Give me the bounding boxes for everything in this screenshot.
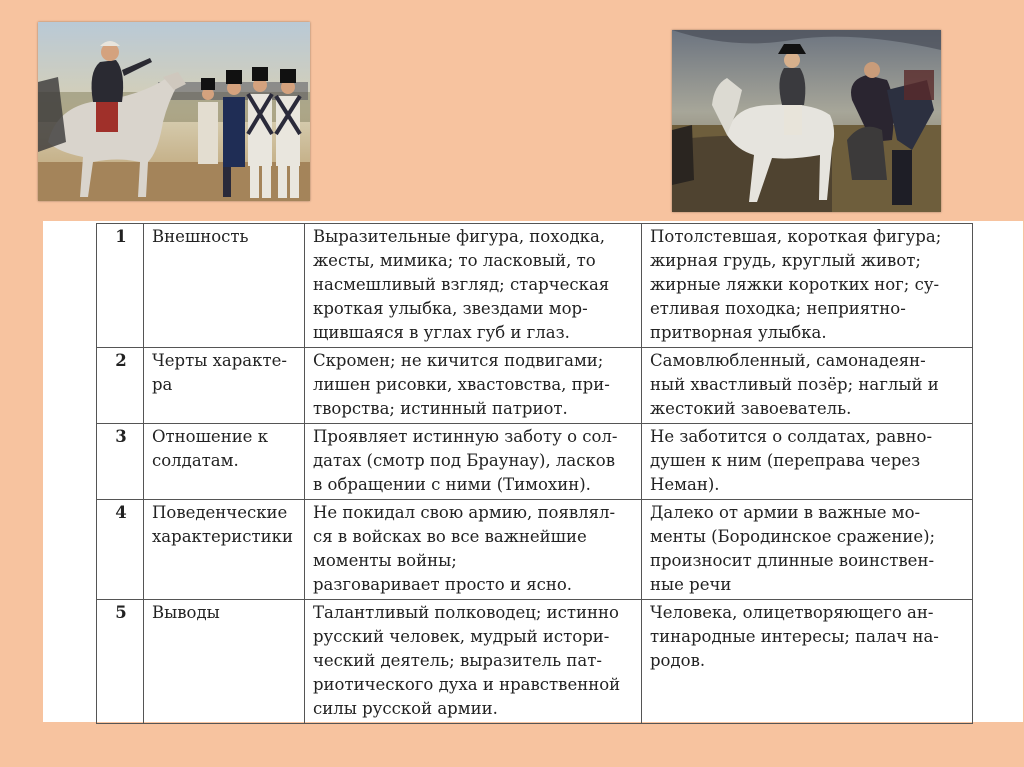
- row-number: 4: [97, 500, 144, 600]
- cell-line: етливая походка; неприятно-: [650, 299, 906, 318]
- kutuzov-cell: [305, 500, 642, 600]
- table-row: [97, 500, 973, 600]
- cell-line: русский человек, мудрый истори-: [313, 627, 610, 646]
- cell-line: Выводы: [152, 603, 220, 622]
- table-row: [97, 424, 973, 500]
- cell-line: Человека, олицетворяющего ан-: [650, 603, 934, 622]
- criterion-cell: [144, 500, 305, 600]
- kutuzov-cell: [305, 224, 642, 348]
- cell-line: силы русской армии.: [313, 699, 498, 718]
- table-sheet: [43, 221, 1023, 722]
- cell-line: душен к ним (переправа через: [650, 451, 921, 470]
- comparison-table: [96, 223, 973, 724]
- napoleon-cell: [642, 500, 973, 600]
- cell-line: датах (смотр под Браунау), ласков: [313, 451, 616, 470]
- cell-line: в обращении с ними (Тимохин).: [313, 475, 591, 494]
- criterion-cell: [144, 348, 305, 424]
- criterion-cell: [144, 424, 305, 500]
- napoleon-cell: [642, 424, 973, 500]
- cell-line: жирные ляжки коротких ног; су-: [650, 275, 940, 294]
- row-number: 1: [97, 224, 144, 348]
- cell-line: родов.: [650, 651, 706, 670]
- table-row: [97, 348, 973, 424]
- cell-line: ческий деятель; выразитель пат-: [313, 651, 602, 670]
- cell-line: менты (Бородинское сражение);: [650, 527, 936, 546]
- cell-line: жирная грудь, круглый живот;: [650, 251, 921, 270]
- kutuzov-painting: [38, 22, 310, 201]
- table-row: [97, 600, 973, 724]
- cell-line: лишен рисовки, хвастовства, при-: [313, 375, 610, 394]
- cell-line: Проявляет истинную заботу о сол-: [313, 427, 618, 446]
- row-number: 5: [97, 600, 144, 724]
- cell-line: ный хвастливый позёр; наглый и: [650, 375, 939, 394]
- cell-line: солдатам.: [152, 451, 239, 470]
- cell-line: Внешность: [152, 227, 249, 246]
- cell-line: творства; истинный патриот.: [313, 399, 568, 418]
- cell-line: Потолстевшая, короткая фигура;: [650, 227, 942, 246]
- cell-line: притворная улыбка.: [650, 323, 827, 342]
- cell-line: Поведенческие: [152, 503, 288, 522]
- cell-line: Талантливый полководец; истинно: [313, 603, 619, 622]
- cell-line: жестокий завоеватель.: [650, 399, 852, 418]
- criterion-cell: [144, 600, 305, 724]
- napoleon-cell: [642, 600, 973, 724]
- cell-line: Скромен; не кичится подвигами;: [313, 351, 604, 370]
- kutuzov-cell: [305, 424, 642, 500]
- kutuzov-cell: [305, 600, 642, 724]
- cell-line: Самовлюбленный, самонадеян-: [650, 351, 926, 370]
- kutuzov-painting-image: [38, 22, 310, 201]
- cell-line: риотического духа и нравственной: [313, 675, 621, 694]
- criterion-cell: [144, 224, 305, 348]
- napoleon-painting-image: [672, 30, 941, 212]
- cell-line: Не заботится о солдатах, равно-: [650, 427, 933, 446]
- napoleon-painting: [672, 30, 941, 212]
- cell-line: насмешливый взгляд; старческая: [313, 275, 610, 294]
- cell-line: Не покидал свою армию, появлял-: [313, 503, 616, 522]
- cell-line: ся в войсках во все важнейшие: [313, 527, 587, 546]
- row-number: 2: [97, 348, 144, 424]
- cell-line: тинародные интересы; палач на-: [650, 627, 939, 646]
- cell-line: ра: [152, 375, 173, 394]
- cell-line: моменты войны;: [313, 551, 457, 570]
- cell-line: кроткая улыбка, звездами мор-: [313, 299, 588, 318]
- cell-line: Выразительные фигура, походка,: [313, 227, 606, 246]
- cell-line: характеристики: [152, 527, 293, 546]
- cell-line: Отношение к: [152, 427, 269, 446]
- row-number: 3: [97, 424, 144, 500]
- cell-line: Неман).: [650, 475, 720, 494]
- cell-line: ные речи: [650, 575, 732, 594]
- napoleon-cell: [642, 348, 973, 424]
- napoleon-cell: [642, 224, 973, 348]
- cell-line: Далеко от армии в важные мо-: [650, 503, 921, 522]
- cell-line: жесты, мимика; то ласковый, то: [313, 251, 596, 270]
- table-row: [97, 224, 973, 348]
- cell-line: Черты характе-: [152, 351, 287, 370]
- cell-line: разговаривает просто и ясно.: [313, 575, 573, 594]
- kutuzov-cell: [305, 348, 642, 424]
- cell-line: щившаяся в углах губ и глаз.: [313, 323, 570, 342]
- cell-line: произносит длинные воинствен-: [650, 551, 935, 570]
